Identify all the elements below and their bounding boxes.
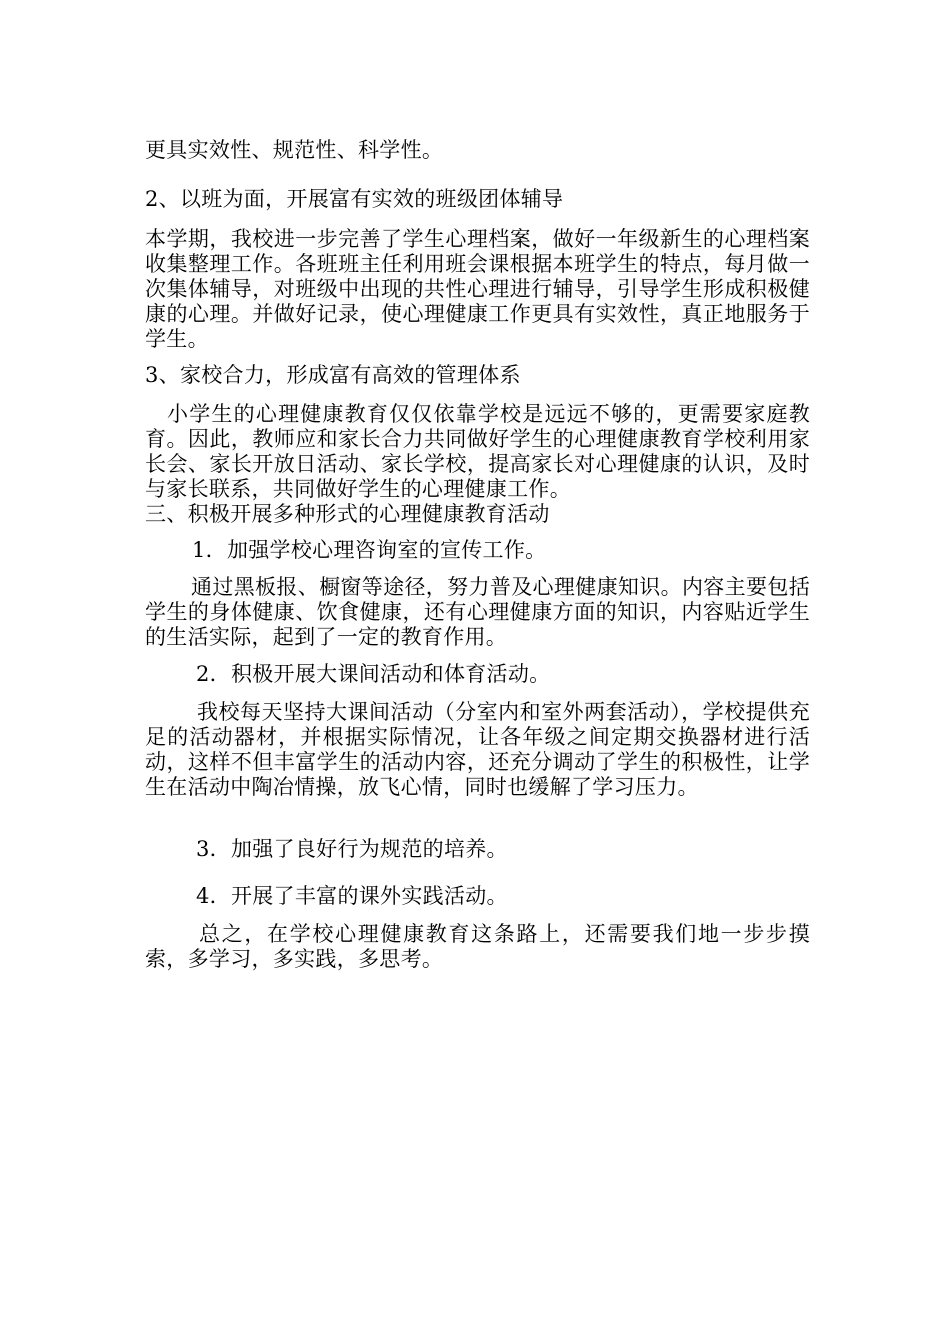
text-line-continuation: 更具实效性、规范性、科学性。 (145, 138, 444, 162)
paragraph-publicity: 通过黑板报、橱窗等途径，努力普及心理健康知识。内容主要包括学生的身体健康、饮食健康，还有心理健康方面的知识，内容贴近学生的生活实际，起到了一定的教育作用。 (145, 575, 810, 649)
subheading-recess-activities: 2．积极开展大课间活动和体育活动。 (196, 662, 551, 686)
subheading-practice-activities: 4．开展了丰富的课外实践活动。 (196, 884, 508, 908)
paragraph-class-counseling: 本学期，我校进一步完善了学生心理档案，做好一年级新生的心理档案收集整理工作。各班班主任利用班会课根据本班学生的特点，每月做一次集体辅导，对班级中出现的共性心理进行辅导，引导学生形成积极健康的心理。并做好记录，使心理健康工作更具有实效性，真正地服务于学生。 (145, 227, 810, 351)
heading-home-school-cooperation: 3、家校合力，形成富有高效的管理体系 (145, 363, 521, 387)
heading-section-three: 三、积极开展多种形式的心理健康教育活动 (145, 502, 550, 526)
subheading-behavior-norms: 3．加强了良好行为规范的培养。 (196, 837, 508, 861)
heading-class-group-counseling: 2、以班为面，开展富有实效的班级团体辅导 (145, 187, 564, 211)
subheading-counseling-room: 1．加强学校心理咨询室的宣传工作。 (192, 538, 547, 562)
paragraph-recess: 我校每天坚持大课间活动（分室内和室外两套活动），学校提供充足的活动器材，并根据实际情况，让各年级之间定期交换器材进行活动，这样不但丰富学生的活动内容，还充分调动了学生的积极性，让学生在活动中陶冶情操，放飞心情，同时也缓解了学习压力。 (145, 700, 810, 799)
paragraph-conclusion: 总之，在学校心理健康教育这条路上，还需要我们地一步步摸索，多学习，多实践，多思考。 (145, 922, 810, 971)
paragraph-home-school: 小学生的心理健康教育仅仅依靠学校是远远不够的，更需要家庭教育。因此，教师应和家长合力共同做好学生的心理健康教育学校利用家长会、家长开放日活动、家长学校，提高家长对心理健康的认识，及时与家长联系，共同做好学生的心理健康工作。 (145, 402, 810, 501)
